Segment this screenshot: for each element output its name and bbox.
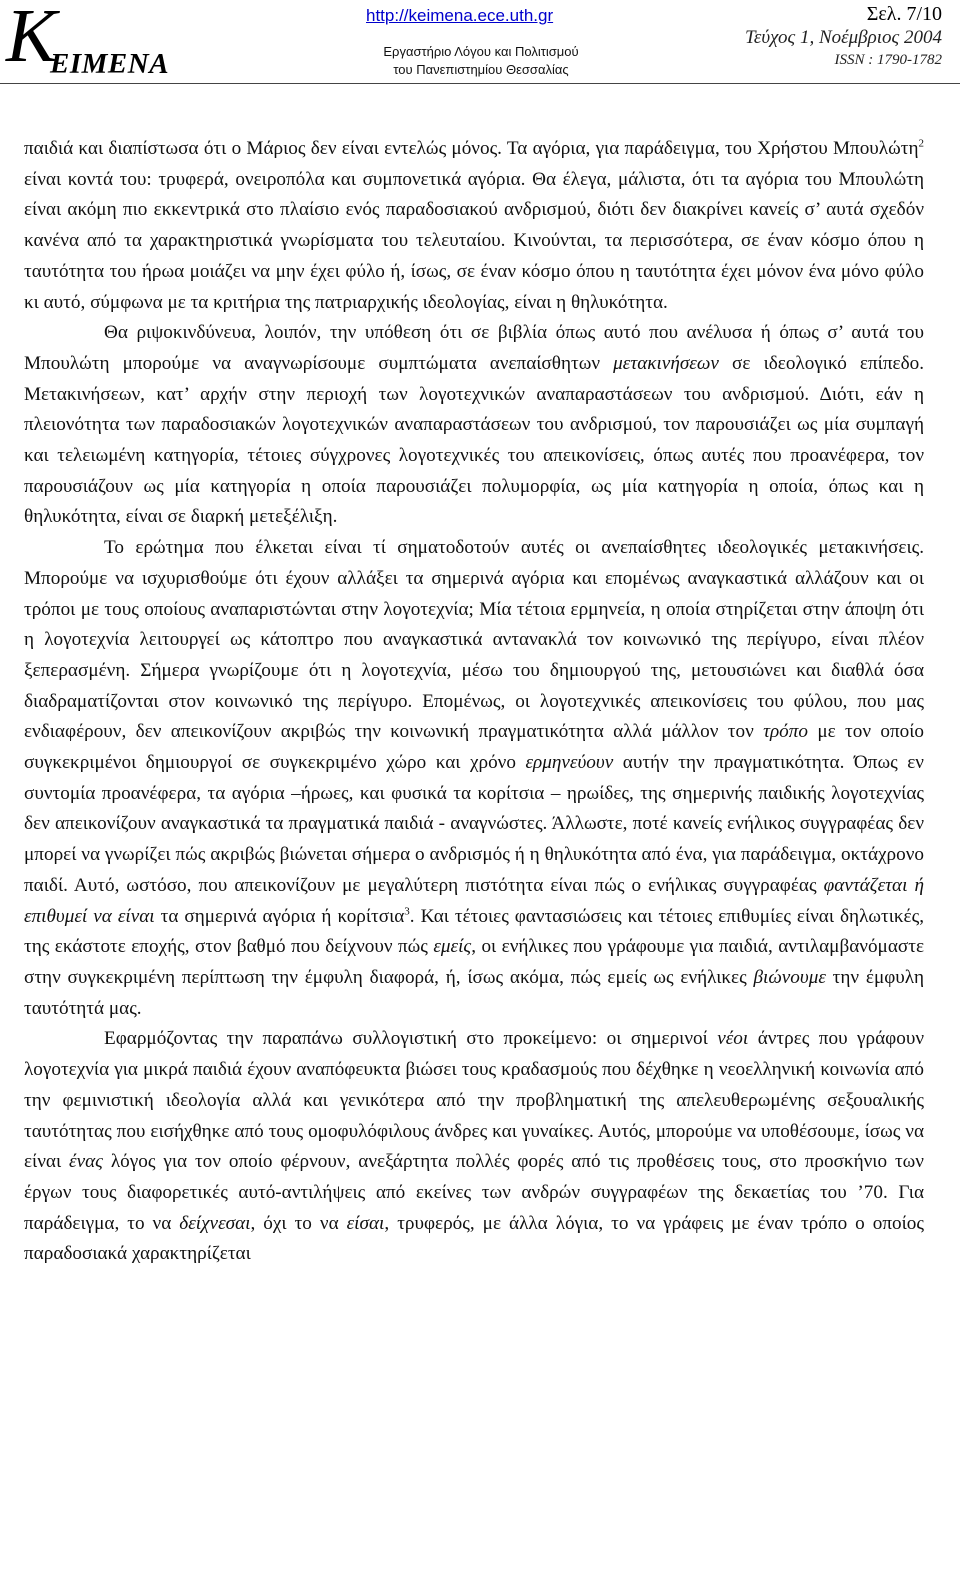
text-run: σε ιδεολογικό επίπεδο. Μετακινήσεων, κατ’ αρχήν στην περιοχή των λογοτεχνικών αναπαραστάσεων του ανδρισμού. Διότι, εάν η πλειονότητα των παραδοσιακών λογοτεχνικών αναπαραστάσεων του ανδρισμού, τον παρουσιάζει ως μία συμπαγή και τελειωμένη κατηγορία, τέτοιες σύγχρονες λογοτεχνικές του απεικονίσεις, όπως αυτές που προανέφερα, τον παρουσιάζουν ως μία κατηγορία η οποία παρουσιάζει πολυμορφία, ως μία κατηγορία η οποία, όπως και η θηλυκότητα, είναι σε διαρκή μετεξέλιξη. <box>24 352 924 528</box>
page-header <box>0 0 960 90</box>
emphasis-text: τρόπο <box>763 721 808 743</box>
paragraph-2 <box>24 318 924 533</box>
text-run: Το ερώτημα που έλκεται είναι τί σηματοδοτούν αυτές οι ανεπαίσθητες ιδεολογικές μετακινήσεις. Μπορούμε να ισχυρισθούμε ότι έχουν αλλάξει τα σημερινά αγόρια και επομένως αναγκαστικά αλλάζουν και οι τρόποι με τους οποίους αναπαριστώνται στην λογοτεχνία; Μία τέτοια ερμηνεία, η οποία στηρίζεται στην άποψη ότι η λογοτεχνία λειτουργεί ως κάτοπτρο που αναγκαστικά αντανακλά τον κοινωνικό της περίγυρο, είναι πλέον ξεπερασμένη. Σήμερα γνωρίζουμε ότι η λογοτεχνία, μέσω του δημιουργού της, μετουσιώνει και διαθλά όσα διαδραματίζονται στον κοινωνικό της περίγυρο. Επομένως, οι λογοτεχνικές απεικονίσεις του φύλου, που μας ενδιαφέρουν, δεν απεικονίζουν ακριβώς την κοινωνική πραγματικότητα αλλά μάλλον τον <box>24 537 924 743</box>
text-run: . Και τέτοιες φαντασιώσεις και τέτοιες επιθυμίες είναι δηλωτικές, της εκάστοτε εποχής, στον βαθμό που δείχνουν πώς <box>24 905 924 958</box>
page-number: Σελ. 7/10 <box>866 3 942 25</box>
text-run: τα σημερινά αγόρια ή κορίτσια <box>154 905 405 927</box>
lab-name-line2: του Πανεπιστημίου Θεσσαλίας <box>393 62 569 77</box>
text-run: την έμφυλη ταυτότητά μας. <box>24 966 924 1019</box>
journal-logo-initial: K <box>6 0 57 78</box>
text-run: , τρυφερός, με άλλα λόγια, το να γράφεις με έναν τρόπο ο οποίος παραδοσιακά χαρακτηρίζεται <box>24 1212 924 1265</box>
text-run: , οι ενήλικες που γράφουμε για παιδιά, αντιλαμβανόμαστε στην συγκεκριμένη περίπτωση την έμφυλη διαφορά, ή, ίσως ακόμα, πώς εμείς ως ενήλικες <box>24 936 924 988</box>
text-run: παιδιά και διαπίστωσα ότι ο Μάριος δεν είναι εντελώς μόνος. Τα αγόρια, για παράδειγμα, του Χρήστου Μπουλώτη <box>24 138 919 159</box>
lab-name-line1: Εργαστήριο Λόγου και Πολιτισμού <box>383 44 579 59</box>
emphasis-text: είσαι <box>346 1212 385 1234</box>
footnote-ref-3[interactable]: 3 <box>404 905 410 918</box>
emphasis-text: βιώνουμε <box>753 966 826 988</box>
issue-info: Τεύχος 1, Νοέμβριος 2004 <box>745 27 942 48</box>
footnote-ref-2[interactable]: 2 <box>918 137 924 150</box>
emphasis-text: μετακινήσεων <box>613 352 719 374</box>
journal-url-link[interactable]: http://keimena.ece.uth.gr <box>366 6 554 25</box>
emphasis-text: φαντάζεται ή επιθυμεί να είναι <box>24 874 924 927</box>
text-run: αυτήν την πραγματικότητα. Όπως εν συντομία προανέφερα, τα αγόρια –ήρωες, και φυσικά τα κορίτσια – ηρωίδες, της σημερινής παιδικής λογοτεχνίας δεν απεικονίζουν αναγκαστικά τα πραγματικά παιδιά - αναγνώστες. Άλλωστε, ποτέ κανείς ενήλικος συγγραφέας δεν μπορεί να γνωρίζει πώς ακριβώς βιώνεται σήμερα ο ανδρισμός ή η θηλυκότητα από ένα, για παράδειγμα, οκτάχρονο παιδί. Αυτό, ωστόσο, που απεικονίζουν με μεγαλύτερη πιστότητα είναι πώς ο ενήλικας συγγραφέας <box>24 752 924 896</box>
emphasis-text: ερμηνεύουν <box>525 752 614 774</box>
text-run: με τον οποίο συγκεκριμένοι δημιουργοί σε συγκεκριμένο χώρο και χρόνο <box>24 721 924 774</box>
text-run: άντρες που γράφουν λογοτεχνία για μικρά παιδιά έχουν αναπόφευκτα βιώσει τους κραδασμούς που δέχθηκε η νεοελληνική κοινωνία από την φεμινιστική ιδεολογία αλλά και γενικότερα από την προβληματική της απελευθερωμένης σεξουαλικής ταυτότητας που εισήχθηκε από τους ομοφυλόφιλους άνδρες και γυναίκες. Αυτός, μπορούμε να υποθέσουμε, ίσως να είναι <box>24 1028 924 1173</box>
paragraph-1 <box>24 134 924 318</box>
emphasis-text: νέοι <box>717 1028 749 1050</box>
emphasis-text: ένας <box>69 1151 103 1173</box>
paragraph-4 <box>24 1024 924 1270</box>
text-run: Θα ριψοκινδύνευα, λοιπόν, την υπόθεση ότι σε βιβλία όπως αυτό που ανέλυσα ή όπως σ’ αυτά του Μπουλώτη μπορούμε να αναγνωρίσουμε συμπτώματα ανεπαίσθητων <box>24 322 924 374</box>
emphasis-text: δείχνεσαι <box>179 1212 251 1234</box>
text-run: , όχι το να <box>250 1212 347 1234</box>
header-divider <box>0 83 960 84</box>
text-run: Εφαρμόζοντας την παραπάνω συλλογιστική στο προκείμενο: οι σημερινοί <box>104 1028 718 1050</box>
journal-logo-name: ΕΙΜΕΝΑ <box>50 48 170 80</box>
article-body <box>24 134 924 1270</box>
text-run: λόγος για τον οποίο φέρνουν, ανεξάρτητα πολλές φορές από τις προθέσεις τους, στο προσκήνιο των έργων τους διαφορετικές αυτό-αντιλήψεις από εκείνες των ανδρών συγγραφέων της δεκαετίας του ’70. Για παράδειγμα, το να <box>24 1151 924 1234</box>
text-run: είναι κοντά του: τρυφερά, ονειροπόλα και συμπονετικά αγόρια. Θα έλεγα, μάλιστα, ότι τα αγόρια του Μπουλώτη είναι ακόμη πιο εκκεντρικά στο πλαίσιο ενός παραδοσιακού ανδρισμού, διότι δεν διακρίνει κανείς σ’ αυτά σχεδόν κανένα από τα χαρακτηριστικά γνωρίσματα του τελευταίου. Κινούνται, τα περισσότερα, σε έναν κόσμο όπου η ταυτότητα του ήρωα μοιάζει να μην έχει φύλο ή, ίσως, σε έναν κόσμο όπου η ταυτότητα έχει μόνον ένα μόνο φύλο κι αυτό, σύμφωνα με τα κριτήρια της πατριαρχικής ιδεολογίας, είναι η θηλυκότητα. <box>24 168 924 313</box>
issn-label: ISSN : 1790-1782 <box>834 52 942 68</box>
emphasis-text: εμείς <box>433 936 472 958</box>
paragraph-3 <box>24 533 924 1024</box>
